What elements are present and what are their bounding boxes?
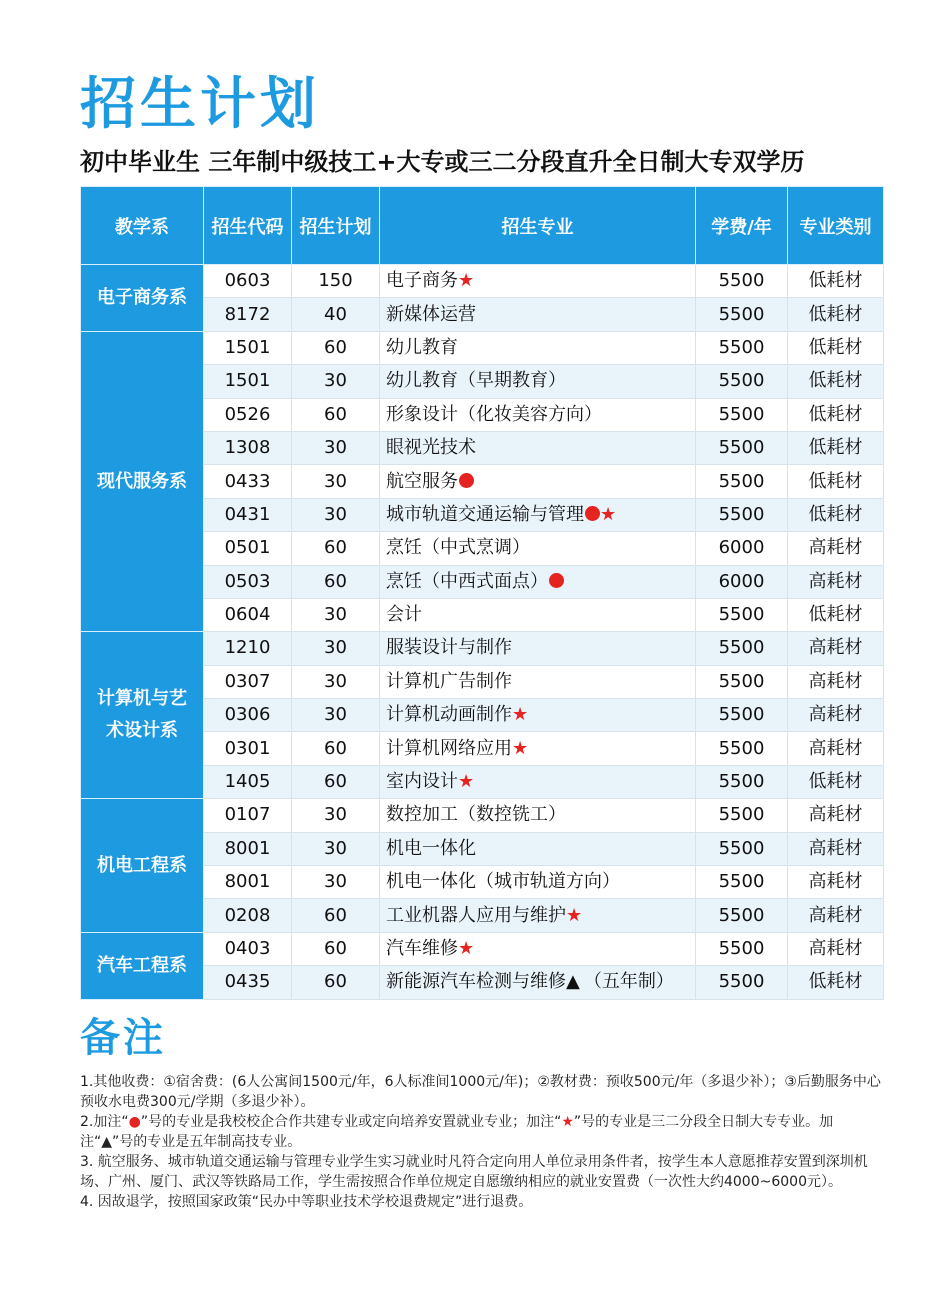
code-cell: 0301	[204, 732, 292, 765]
fee-cell: 6000	[696, 532, 788, 565]
plan-cell: 40	[292, 298, 380, 331]
plan-cell: 60	[292, 331, 380, 364]
major-name: 烹饪（中式烹调）	[386, 537, 530, 559]
major-cell	[380, 398, 696, 431]
code-cell: 0306	[204, 699, 292, 732]
major-suffix: （五年制）	[583, 971, 674, 993]
major-cell	[380, 932, 696, 965]
fee-cell: 5500	[696, 732, 788, 765]
code-cell: 0603	[204, 265, 292, 298]
fee-cell: 5500	[696, 298, 788, 331]
star-icon: ★	[566, 904, 583, 926]
header-category: 专业类别	[788, 187, 884, 265]
code-cell: 1501	[204, 365, 292, 398]
major-name: 幼儿教育（早期教育）	[386, 370, 566, 392]
star-icon: ★	[458, 938, 475, 959]
major-name: 室内设计	[386, 771, 458, 793]
major-cell	[380, 832, 696, 865]
table-row	[81, 632, 884, 665]
major-name: 幼儿教育	[386, 336, 458, 358]
category-cell: 高耗材	[788, 632, 884, 665]
fee-cell: 5500	[696, 932, 788, 965]
code-cell: 0526	[204, 398, 292, 431]
fee-cell: 5500	[696, 265, 788, 298]
note-4: 4. 因故退学，按照国家政策“民办中等职业技术学校退费规定”进行退费。	[80, 1194, 533, 1210]
fee-cell: 5500	[696, 966, 788, 999]
fee-cell: 5500	[696, 866, 788, 899]
major-name: 烹饪（中西式面点）	[386, 570, 548, 592]
page-subtitle: 初中毕业生 三年制中级技工+大专或三二分段直升全日制大专双学历	[80, 148, 805, 176]
code-cell: 8172	[204, 298, 292, 331]
major-name: 电子商务	[386, 270, 458, 292]
category-cell: 高耗材	[788, 565, 884, 598]
fee-cell: 5500	[696, 799, 788, 832]
code-cell: 0604	[204, 598, 292, 631]
category-cell: 低耗材	[788, 265, 884, 298]
major-name: 计算机动画制作	[386, 704, 512, 726]
dept-cell: 计算机与艺术设计系	[81, 632, 204, 799]
code-cell: 8001	[204, 832, 292, 865]
table-row	[81, 932, 884, 965]
code-cell: 8001	[204, 866, 292, 899]
major-name: 计算机广告制作	[386, 670, 512, 692]
fee-cell: 5500	[696, 699, 788, 732]
code-cell: 0403	[204, 932, 292, 965]
category-cell: 低耗材	[788, 966, 884, 999]
major-name: 工业机器人应用与维护	[386, 904, 566, 926]
category-cell: 低耗材	[788, 765, 884, 798]
dept-cell: 机电工程系	[81, 799, 204, 933]
category-cell: 低耗材	[788, 298, 884, 331]
table-body	[81, 265, 884, 1000]
major-cell	[380, 365, 696, 398]
major-cell	[380, 331, 696, 364]
star-icon: ★	[600, 503, 617, 525]
major-name: 机电一体化（城市轨道方向）	[386, 871, 620, 893]
code-cell: 0208	[204, 899, 292, 932]
code-cell: 1501	[204, 331, 292, 364]
major-name: 服装设计与制作	[386, 637, 512, 659]
notes-title: 备注	[80, 1015, 166, 1061]
plan-cell: 30	[292, 632, 380, 665]
major-name: 数控加工（数控铣工）	[386, 804, 566, 826]
fee-cell: 5500	[696, 498, 788, 531]
fee-cell: 5500	[696, 632, 788, 665]
major-cell	[380, 866, 696, 899]
major-cell	[380, 598, 696, 631]
plan-cell: 60	[292, 765, 380, 798]
note-2-text-b: ”号的专业是我校校企合作共建专业或定向培养安置就业专业；加注“	[140, 1114, 562, 1130]
code-cell: 0431	[204, 498, 292, 531]
major-cell	[380, 298, 696, 331]
note-2-text-c: ”号的专业是三二分段全日制大专专业。加注“	[80, 1114, 834, 1150]
note-3: 3. 航空服务、城市轨道交通运输与管理专业学生实习就业时凡符合定向用人单位录用条件者，按学生本人意愿推荐安置到深圳机场、广州、厦门、武汉等铁路局工作，学生需按照合作单位规定自愿缴纳相应的就业安置费（一次性大约4000~6000元）。	[80, 1154, 868, 1190]
triangle-icon: ▲	[566, 971, 580, 993]
code-cell: 1405	[204, 765, 292, 798]
category-cell: 高耗材	[788, 799, 884, 832]
note-1: 1.其他收费：①宿舍费：(6人公寓间1500元/年，6人标准间1000元/年)；②教材费：预收500元/年（多退少补）；③后勤服务中心预收水电费300元/学期（多退少补）。	[80, 1074, 881, 1110]
plan-cell: 60	[292, 398, 380, 431]
plan-cell: 60	[292, 565, 380, 598]
major-name: 新能源汽车检测与维修	[386, 971, 566, 993]
plan-cell: 30	[292, 498, 380, 531]
category-cell: 高耗材	[788, 732, 884, 765]
star-icon: ★	[458, 270, 475, 292]
page-title: 招生计划	[80, 72, 320, 137]
major-cell	[380, 498, 696, 531]
star-icon: ★	[458, 771, 475, 793]
note-2-star-mark: ★	[561, 1114, 574, 1130]
star-icon: ★	[512, 704, 529, 726]
major-cell	[380, 565, 696, 598]
table-row	[81, 265, 884, 298]
fee-cell: 5500	[696, 431, 788, 464]
category-cell: 低耗材	[788, 331, 884, 364]
plan-cell: 60	[292, 966, 380, 999]
category-cell: 低耗材	[788, 398, 884, 431]
category-cell: 高耗材	[788, 899, 884, 932]
fee-cell: 5500	[696, 832, 788, 865]
major-cell	[380, 665, 696, 698]
major-name: 城市轨道交通运输与管理	[386, 503, 584, 525]
plan-cell: 60	[292, 532, 380, 565]
plan-cell: 30	[292, 866, 380, 899]
code-cell: 0433	[204, 465, 292, 498]
table-row	[81, 799, 884, 832]
category-cell: 低耗材	[788, 498, 884, 531]
major-name: 航空服务	[386, 470, 458, 492]
plan-cell: 30	[292, 465, 380, 498]
category-cell: 高耗材	[788, 866, 884, 899]
plan-cell: 30	[292, 365, 380, 398]
category-cell: 低耗材	[788, 365, 884, 398]
red-dot-icon	[459, 473, 474, 488]
note-2-dot-mark: ●	[128, 1114, 141, 1130]
dept-cell: 汽车工程系	[81, 932, 204, 999]
major-cell	[380, 699, 696, 732]
major-name: 形象设计（化妆美容方向）	[386, 403, 602, 425]
header-plan: 招生计划	[292, 187, 380, 265]
major-cell	[380, 765, 696, 798]
plan-cell: 30	[292, 665, 380, 698]
header-fee: 学费/年	[696, 187, 788, 265]
category-cell: 高耗材	[788, 932, 884, 965]
category-cell: 高耗材	[788, 532, 884, 565]
major-cell	[380, 532, 696, 565]
star-icon: ★	[512, 737, 529, 759]
major-cell	[380, 632, 696, 665]
fee-cell: 5500	[696, 598, 788, 631]
fee-cell: 5500	[696, 398, 788, 431]
plan-cell: 60	[292, 932, 380, 965]
code-cell: 0503	[204, 565, 292, 598]
major-name: 汽车维修	[386, 938, 458, 959]
red-dot-icon	[549, 573, 564, 588]
plan-cell: 60	[292, 899, 380, 932]
major-name: 眼视光技术	[386, 437, 476, 459]
major-name: 新媒体运营	[386, 303, 476, 325]
red-dot-icon	[585, 506, 600, 521]
code-cell: 0501	[204, 532, 292, 565]
notes-section	[80, 1072, 886, 1212]
major-cell	[380, 899, 696, 932]
major-name: 机电一体化	[386, 837, 476, 859]
plan-cell: 30	[292, 832, 380, 865]
major-cell	[380, 265, 696, 298]
category-cell: 高耗材	[788, 832, 884, 865]
plan-cell: 150	[292, 265, 380, 298]
header-dept: 教学系	[81, 187, 204, 265]
dept-cell: 电子商务系	[81, 265, 204, 332]
note-2-triangle-mark: ▲	[101, 1134, 113, 1150]
code-cell: 0435	[204, 966, 292, 999]
major-name: 会计	[386, 604, 422, 626]
note-2	[80, 1112, 886, 1152]
plan-cell: 30	[292, 431, 380, 464]
category-cell: 高耗材	[788, 665, 884, 698]
table-row	[81, 331, 884, 364]
major-cell	[380, 732, 696, 765]
fee-cell: 6000	[696, 565, 788, 598]
plan-cell: 30	[292, 699, 380, 732]
note-2-text-d: ”号的专业是五年制高技专业。	[112, 1134, 302, 1150]
header-code: 招生代码	[204, 187, 292, 265]
code-cell: 1308	[204, 431, 292, 464]
plan-cell: 30	[292, 799, 380, 832]
major-cell	[380, 799, 696, 832]
category-cell: 低耗材	[788, 465, 884, 498]
major-cell	[380, 431, 696, 464]
fee-cell: 5500	[696, 665, 788, 698]
major-name: 计算机网络应用	[386, 737, 512, 759]
code-cell: 0107	[204, 799, 292, 832]
category-cell: 低耗材	[788, 431, 884, 464]
fee-cell: 5500	[696, 331, 788, 364]
major-cell	[380, 465, 696, 498]
table-header-row	[81, 187, 884, 265]
plan-cell: 60	[292, 732, 380, 765]
note-2-text-a: 2.加注“	[80, 1114, 129, 1130]
category-cell: 低耗材	[788, 598, 884, 631]
dept-cell: 现代服务系	[81, 331, 204, 632]
major-cell	[380, 966, 696, 999]
enrollment-table	[80, 186, 884, 1000]
plan-cell: 30	[292, 598, 380, 631]
category-cell: 高耗材	[788, 699, 884, 732]
fee-cell: 5500	[696, 899, 788, 932]
fee-cell: 5500	[696, 465, 788, 498]
code-cell: 0307	[204, 665, 292, 698]
code-cell: 1210	[204, 632, 292, 665]
fee-cell: 5500	[696, 365, 788, 398]
fee-cell: 5500	[696, 765, 788, 798]
header-major: 招生专业	[380, 187, 696, 265]
